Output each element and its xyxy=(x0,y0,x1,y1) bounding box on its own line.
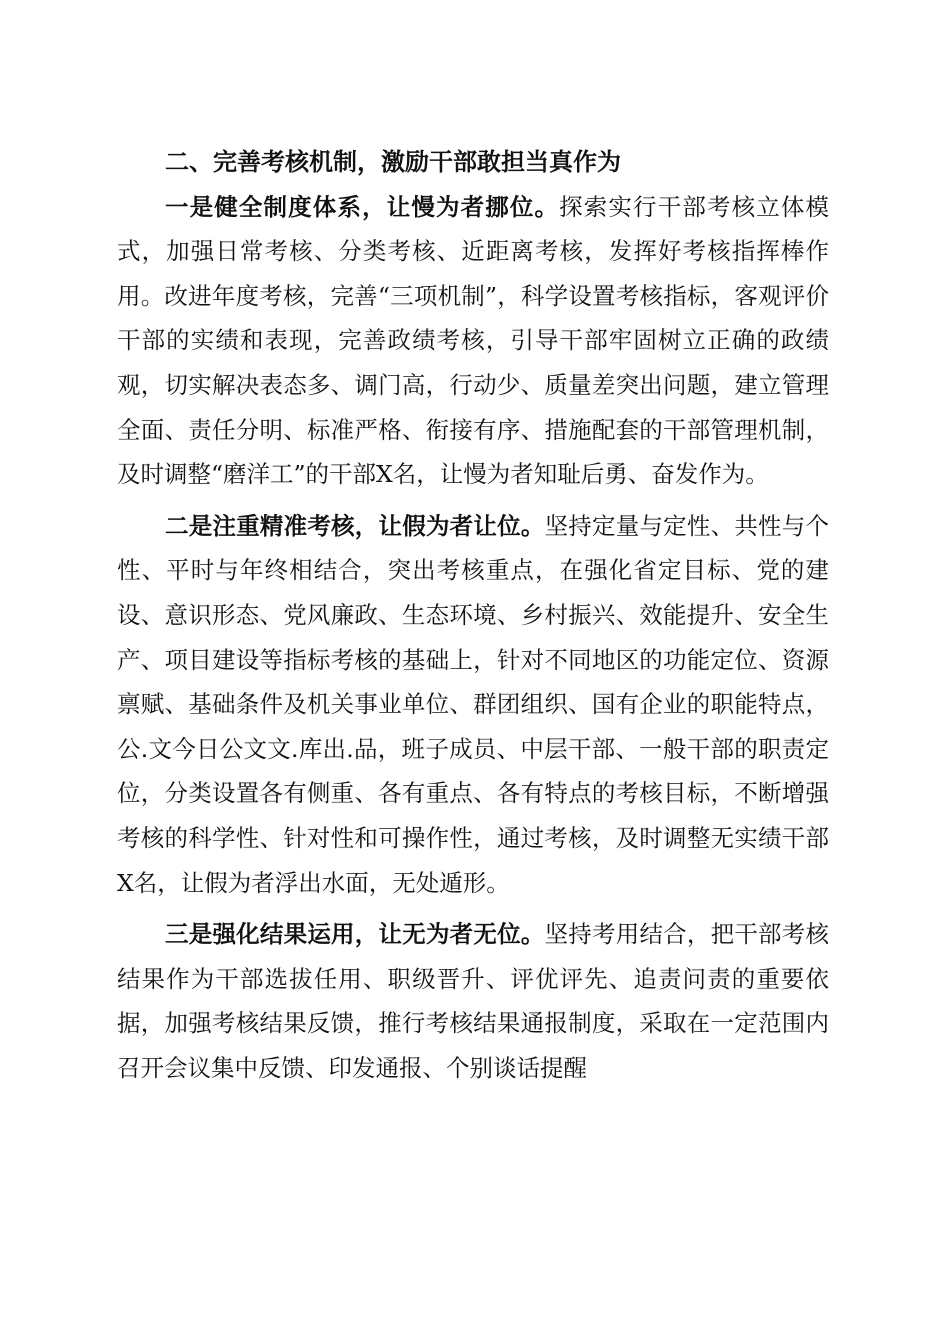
paragraph-3 xyxy=(117,912,829,1090)
section-heading: 二、完善考核机制，激励干部敢担当真作为 xyxy=(165,148,621,176)
document-page xyxy=(117,140,829,1090)
paragraph-3-lead: 三是强化结果运用，让无为者无位。 xyxy=(165,920,545,949)
paragraph-1 xyxy=(117,185,829,497)
paragraph-2-lead: 二是注重精准考核，让假为者让位。 xyxy=(165,511,545,540)
paragraph-1-body: 探索实行干部考核立体模式，加强日常考核、分类考核、近距离考核，发挥好考核指挥棒作用。改进年度考核，完善“三项机制”，科学设置考核指标，客观评价干部的实绩和表现，完善政绩考核，引导干部牢固树立正确的政绩观，切实解决表态多、调门高，行动少、质量差突出问题，建立管理全面、责任分明、标准严格、衔接有序、措施配套的干部管理机制，及时调整“磨洋工”的干部X名，让慢为者知耻后勇、奋发作为。 xyxy=(117,192,830,489)
paragraph-2-body: 坚持定量与定性、共性与个性、平时与年终相结合，突出考核重点，在强化省定目标、党的建设、意识形态、党风廉政、生态环境、乡村振兴、效能提升、安全生产、项目建设等指标考核的基础上，针对不同地区的功能定位、资源禀赋、基础条件及机关事业单位、群团组织、国有企业的职能特点，公.文今日公文文.库出.品，班子成员、中层干部、一般干部的职责定位，分类设置各有侧重、各有重点、各有特点的考核目标，不断增强考核的科学性、针对性和可操作性，通过考核，及时调整无实绩干部X名，让假为者浮出水面，无处遁形。 xyxy=(117,511,830,897)
paragraph-1-lead: 一是健全制度体系，让慢为者挪位。 xyxy=(165,192,560,221)
paragraph-2 xyxy=(117,504,829,905)
paragraph-3-body: 坚持考用结合，把干部考核结果作为干部选拔任用、职级晋升、评优评先、追责问责的重要依据，加强考核结果反馈，推行考核结果通报制度，采取在一定范围内召开会议集中反馈、印发通报、个别谈话提醒 xyxy=(117,920,830,1082)
